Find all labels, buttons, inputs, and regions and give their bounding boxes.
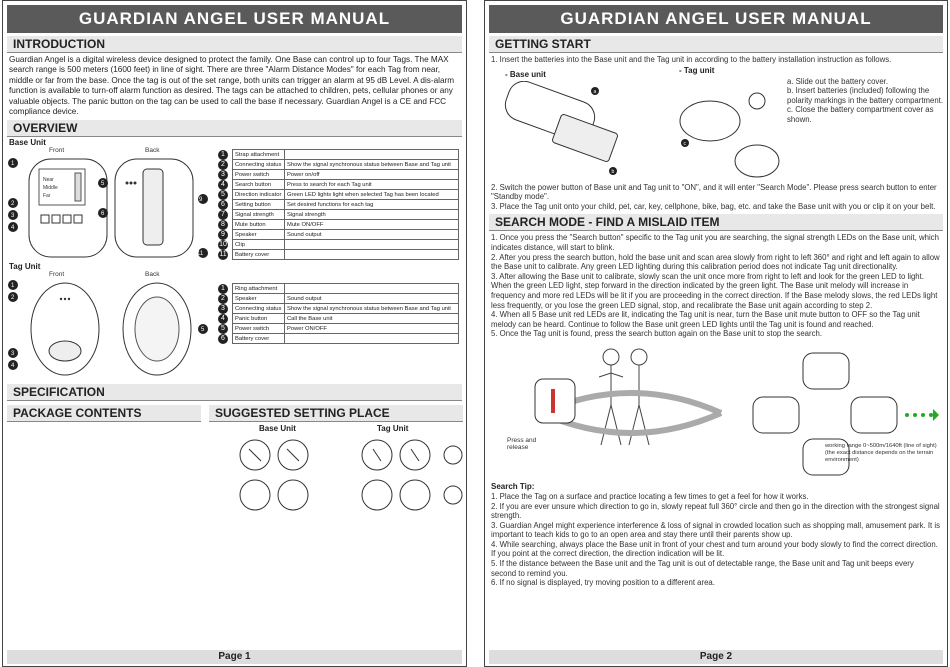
svg-text:2: 2 <box>11 295 15 302</box>
gs-step-a: a. Slide out the battery cover. <box>787 76 888 86</box>
tag-part-number-badge: 1 <box>218 284 228 294</box>
tag-part-row <box>216 334 459 344</box>
svg-text:Near: Near <box>43 177 54 184</box>
svg-text:Middle: Middle <box>43 185 58 192</box>
base-part-part-desc: Green LED lights light when selected Tag has been located <box>285 190 459 200</box>
page-2 <box>484 0 948 667</box>
svg-text:3: 3 <box>11 351 15 358</box>
page-2-footer: Page 2 <box>489 650 943 664</box>
search-tip-5: 5. If the distance between the Base unit and the Tag unit is out of detectable range, the Base unit and Tag unit beeps every second to remind you. <box>491 559 914 578</box>
introduction-text: Guardian Angel is a digital wireless device designed to protect the family. One Base can control up to four Tags. The MAX search range is 500 meters (1600 feet) in line of sight. There are three "Alarm Distance Modes" for each Tag from near, middle or far from the base. Once the tag is out of the set range, both units can trigger an alarm at 95 dB Level. A dis-alarm function is available to turn-off alarm function as desired. The tags can be attached to children, pets, cellular phones or any valuable objects. The panic button on the tag can be used to call the base if necessary. Guardian Angel is a CE and FCC compliance device. <box>9 55 455 117</box>
search-tip-heading: Search Tip: <box>491 481 535 491</box>
tag-part-part-name: Connecting status <box>233 304 285 314</box>
specification-heading: SPECIFICATION <box>7 384 462 401</box>
base-part-row <box>216 180 459 190</box>
base-part-number-badge: 6 <box>218 200 228 210</box>
search-step-4: 4. When all 5 Base unit red LEDs are lit, indicating the Tag unit is near, turn the Base unit mute button to OFF so the Tag unit melody can be heard. Continue to follow the Base unit green LED lights until the Tag unit is found and reached. <box>491 310 920 329</box>
base-part-part-desc: Press to search for each Tag unit <box>285 180 459 190</box>
base-part-number <box>216 220 233 230</box>
tag-part-number-badge: 5 <box>218 324 228 334</box>
base-unit-illustration <box>7 153 212 261</box>
base-part-number <box>216 210 233 220</box>
base-part-row <box>216 230 459 240</box>
base-part-number-badge: 10 <box>219 240 227 248</box>
package-contents-heading: PACKAGE CONTENTS <box>7 405 201 422</box>
base-part-number-badge: 8 <box>218 220 228 230</box>
base-part-part-desc <box>285 240 459 250</box>
battery-install-illustration <box>495 81 785 181</box>
tag-part-part-name: Ring attachment <box>233 284 285 294</box>
search-step-2: 2. After you press the search button, hold the base unit and scan area slowly from right to left 360° and right and left again to allow the Base unit to calibrate. Any green LED lighting during this calibration period does not indicate Tag unit directionality. <box>491 252 940 272</box>
base-part-part-name: Strap attachment <box>233 150 285 160</box>
base-part-part-name: Clip <box>233 240 285 250</box>
base-back-label: Back <box>145 147 160 155</box>
gs-tag-label: - Tag unit <box>679 65 715 75</box>
svg-text:9: 9 <box>199 197 203 204</box>
tag-part-part-desc <box>285 284 459 294</box>
tag-unit-label: Tag Unit <box>9 262 41 272</box>
base-part-row <box>216 240 459 250</box>
svg-text:5: 5 <box>101 181 105 188</box>
range-note: working range 0~500m/1640ft (line of sight) (the exact distance depends on the terrain environment) <box>825 442 937 463</box>
svg-text:4: 4 <box>11 363 15 370</box>
getting-start-step-1: 1. Insert the batteries into the Base unit and the Tag unit in according to the battery installation instruction as follows. <box>491 55 892 64</box>
base-part-part-desc: Set desired functions for each tag <box>285 200 459 210</box>
page-1 <box>2 0 467 667</box>
tag-part-number-badge: 3 <box>218 304 228 314</box>
base-part-number <box>216 250 233 260</box>
base-part-number-badge: 7 <box>218 210 228 220</box>
suggested-setting-heading: SUGGESTED SETTING PLACE <box>209 405 463 422</box>
overview-heading: OVERVIEW <box>7 120 462 137</box>
tag-unit-illustration <box>7 279 212 379</box>
tag-back-label: Back <box>145 271 160 279</box>
search-mode-steps <box>485 233 947 339</box>
base-part-number-badge: 5 <box>218 190 228 200</box>
base-unit-overview <box>3 139 466 263</box>
lower-sections <box>3 405 466 535</box>
base-part-part-desc: Power on/off <box>285 170 459 180</box>
tag-part-number <box>216 334 233 344</box>
tag-part-number-badge: 6 <box>218 334 228 344</box>
tag-part-part-name: Panic button <box>233 314 285 324</box>
search-tip-2: 2. If you are ever unsure which direction to go in, slowly repeat full 360° circle and then go in the direction with the strongest signal strength. <box>491 501 940 521</box>
base-part-part-name: Connecting status <box>233 160 285 170</box>
base-part-part-name: Power switch <box>233 170 285 180</box>
svg-text:a: a <box>593 88 597 95</box>
svg-text:4: 4 <box>11 225 15 232</box>
setting-tag-label: Tag Unit <box>377 424 409 434</box>
tag-unit-overview <box>3 263 466 381</box>
base-part-number <box>216 180 233 190</box>
gs-step-c: c. Close the battery compartment cover as shown. <box>787 105 934 124</box>
search-tip-4: 4. While searching, always place the Base unit in front of your chest and turn around your body slowly to find the correct direction. If you point at the correct direction, the direction indication will be lit. <box>491 539 938 559</box>
tag-part-part-desc: Sound output <box>285 294 459 304</box>
search-step-5: 5. Once the Tag unit is found, press the search button again on the Base unit to stop the search. <box>491 329 823 339</box>
base-part-part-desc: Sound output <box>285 230 459 240</box>
base-part-row <box>216 250 459 260</box>
base-part-part-name: Speaker <box>233 230 285 240</box>
base-part-row <box>216 150 459 160</box>
base-part-number <box>216 150 233 160</box>
search-tip-6: 6. If no signal is displayed, try moving position to a different area. <box>491 578 715 588</box>
getting-start-heading: GETTING START <box>489 36 943 53</box>
tag-part-row <box>216 314 459 324</box>
base-part-row <box>216 190 459 200</box>
base-part-row <box>216 210 459 220</box>
base-unit-label: Base Unit <box>9 138 46 148</box>
search-tip-3: 3. Guardian Angel might experience interference & loss of signal in crowded location such as shopping mall, amusement park. It is important to teach kids to go to an open area and stay there until their parents show up. <box>491 520 940 540</box>
svg-text:5: 5 <box>201 327 205 334</box>
svg-text:Far: Far <box>43 193 51 200</box>
press-release-label: Press and release <box>507 436 537 451</box>
base-part-number-badge: 3 <box>218 170 228 180</box>
tag-front-label: Front <box>49 271 65 279</box>
getting-start-step-3: 3. Place the Tag unit onto your child, pet, car, key, cellphone, bike, bag, etc. and take the Base unit with you or clip it on your belt. <box>491 201 936 211</box>
search-tips <box>485 492 947 588</box>
gs-step-b: b. Insert batteries (included) following the polarity markings in the battery compartment. <box>787 86 944 105</box>
tag-part-part-desc: Call the Base unit <box>285 314 459 324</box>
tag-part-part-name: Speaker <box>233 294 285 304</box>
tag-part-row <box>216 294 459 304</box>
tag-part-number <box>216 324 233 334</box>
tag-part-row <box>216 304 459 314</box>
search-illustration-area <box>485 339 947 481</box>
tag-part-number <box>216 314 233 324</box>
base-front-label: Front <box>49 147 65 155</box>
battery-install-figure <box>485 65 947 183</box>
setting-base-label: Base Unit <box>259 424 296 434</box>
base-part-number <box>216 190 233 200</box>
tag-part-number <box>216 284 233 294</box>
tag-part-row <box>216 284 459 294</box>
getting-start-step-2: 2. Switch the power button of Base unit and Tag unit to "ON", and it will enter "Search Mode". Please press search button to enter "Standby mode". <box>491 182 937 202</box>
base-part-row <box>216 220 459 230</box>
base-part-number <box>216 240 233 250</box>
gs-steps <box>781 77 948 125</box>
base-part-number-badge: 4 <box>218 180 228 190</box>
base-part-part-name: Setting button <box>233 200 285 210</box>
page-1-footer: Page 1 <box>7 650 462 664</box>
base-part-row <box>216 160 459 170</box>
base-part-number <box>216 200 233 210</box>
svg-text:6: 6 <box>101 211 105 218</box>
search-step-3: 3. After allowing the Base unit to calibrate, slowly scan the unit once more from right to left and look for the green LED to light. When the green LED light, step forward in the direction indicated by the green light. The Base unit melody will increase in frequency and more red LEDs will be lit if you are proceeding in the correct direction. If the Base melody slows, the red LEDs light less frequently, or you lose the green LED signal, stop, and recalibrate the Base unit again according to step 2. <box>491 271 938 310</box>
base-part-part-desc <box>285 250 459 260</box>
tag-part-number <box>216 294 233 304</box>
gs-base-label: - Base unit <box>505 69 546 79</box>
base-part-row <box>216 170 459 180</box>
base-part-part-desc: Mute ON/OFF <box>285 220 459 230</box>
base-part-part-name: Mute button <box>233 220 285 230</box>
base-part-number <box>216 230 233 240</box>
svg-text:b: b <box>611 168 615 175</box>
tag-part-part-desc: Show the signal synchronous status between Base and Tag unit <box>285 304 459 314</box>
base-part-part-name: Search button <box>233 180 285 190</box>
search-mode-heading: SEARCH MODE - FIND A MISLAID ITEM <box>489 214 943 231</box>
tag-part-number-badge: 2 <box>218 294 228 304</box>
search-tip-1: 1. Place the Tag on a surface and practice locating a few times to get a feel for how it works. <box>491 491 809 501</box>
base-part-number <box>216 170 233 180</box>
base-part-number-badge: 11 <box>219 250 227 258</box>
svg-text:2: 2 <box>11 201 15 208</box>
base-parts-table <box>216 149 459 260</box>
base-part-part-desc <box>285 150 459 160</box>
base-part-part-name: Direction indicator <box>233 190 285 200</box>
svg-text:11: 11 <box>197 251 204 258</box>
tag-part-part-name: Battery cover <box>233 334 285 344</box>
page-2-title: GUARDIAN ANGEL USER MANUAL <box>489 5 943 33</box>
svg-text:c: c <box>683 140 686 147</box>
base-part-row <box>216 200 459 210</box>
tag-part-row <box>216 324 459 334</box>
base-part-number-badge: 2 <box>218 160 228 170</box>
svg-text:1: 1 <box>11 161 15 168</box>
base-part-part-desc: Show the signal synchronous status between Base and Tag unit <box>285 160 459 170</box>
setting-place-illustration <box>235 435 463 519</box>
page-1-title: GUARDIAN ANGEL USER MANUAL <box>7 5 462 33</box>
search-step-1: 1. Once you press the "Search button" specific to the Tag unit you are searching, the signal strength LEDs on the Base unit, which indicates distance, will start to blink. <box>491 233 939 252</box>
tag-part-part-desc <box>285 334 459 344</box>
tag-part-part-name: Power switch <box>233 324 285 334</box>
base-part-number-badge: 9 <box>218 230 228 240</box>
introduction-heading: INTRODUCTION <box>7 36 462 53</box>
base-part-part-name: Signal strength <box>233 210 285 220</box>
svg-text:1: 1 <box>11 283 15 290</box>
base-part-number-badge: 1 <box>218 150 228 160</box>
base-part-part-desc: Signal strength <box>285 210 459 220</box>
base-part-part-name: Battery cover <box>233 250 285 260</box>
tag-parts-table <box>216 283 459 344</box>
tag-part-number <box>216 304 233 314</box>
tag-part-part-desc: Power ON/OFF <box>285 324 459 334</box>
svg-text:3: 3 <box>11 213 15 220</box>
base-part-number <box>216 160 233 170</box>
tag-part-number-badge: 4 <box>218 314 228 324</box>
